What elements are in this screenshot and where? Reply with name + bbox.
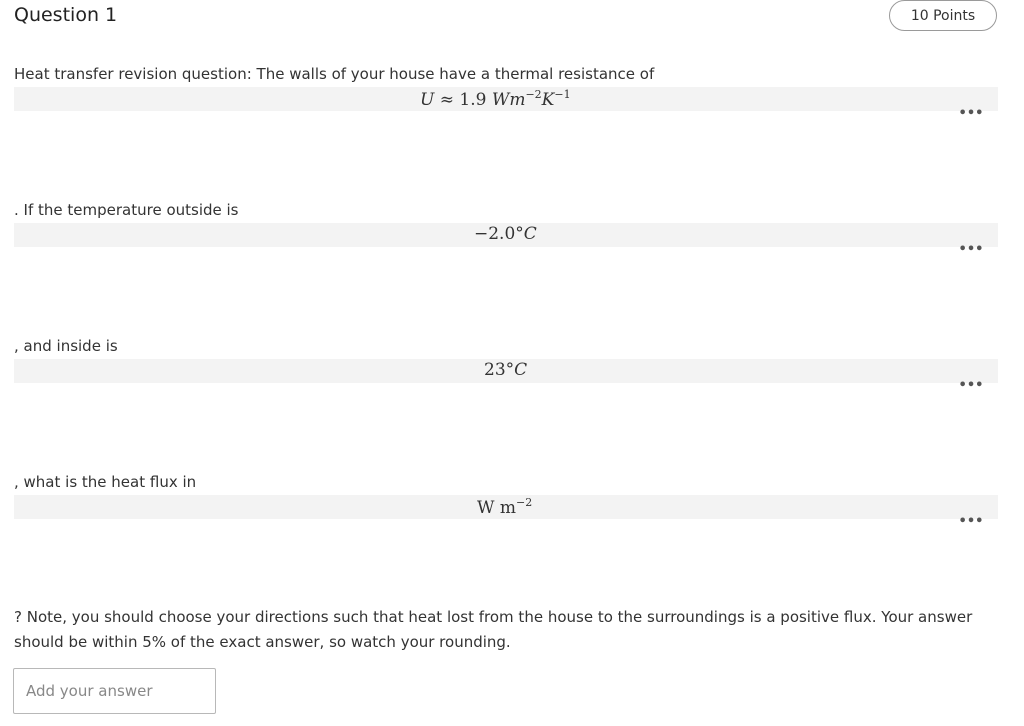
more-options-icon[interactable]: ••• [958, 242, 984, 257]
math-block-thermal-resistance [14, 87, 998, 111]
more-options-icon[interactable]: ••• [958, 378, 984, 393]
more-options-icon[interactable]: ••• [958, 514, 984, 529]
answer-input[interactable] [13, 668, 216, 714]
question-text-flux: , what is the heat flux in [14, 473, 197, 491]
question-text-intro: Heat transfer revision question: The walls of your house have a thermal resistance of [14, 65, 655, 83]
more-options-icon[interactable]: ••• [958, 106, 984, 121]
question-text-inside: , and inside is [14, 337, 118, 355]
points-badge: 10 Points [889, 0, 997, 31]
math-outside-temp: −2.0°C [474, 224, 537, 244]
math-flux-unit: W $m^{-2}$ [477, 496, 533, 518]
math-block-outside-temp [14, 223, 998, 247]
math-block-inside-temp [14, 359, 998, 383]
question-text-outside: . If the temperature outside is [14, 201, 239, 219]
math-block-flux-unit [14, 495, 998, 519]
question-title: Question 1 [14, 4, 118, 26]
question-note: ? Note, you should choose your directions such that heat lost from the house to the surroundings is a positive flux. Your answer should be within 5% of the exact answer, so watch your rounding. [14, 608, 973, 651]
math-inside-temp: 23°C [484, 360, 528, 380]
math-thermal-resistance: U ≈ 1.9 $Wm^{-2}K^{-1}$ [420, 88, 571, 110]
